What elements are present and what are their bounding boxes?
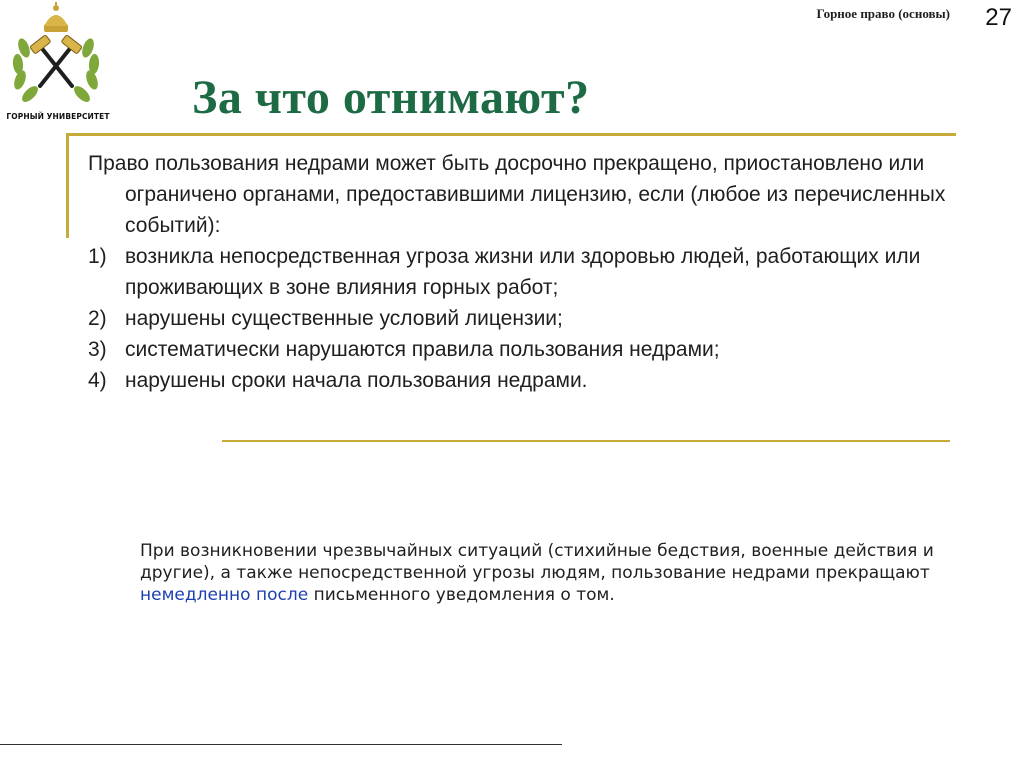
list-item-text: нарушены сроки начала пользования недрами. bbox=[125, 369, 588, 392]
intro-paragraph: Право пользования недрами может быть досрочно прекращено, приостановлено или ограничено органами, предоставившими лицензию, если (любое из перечисленных событий): bbox=[88, 152, 946, 237]
content-block bbox=[88, 148, 968, 396]
crest-icon bbox=[2, 2, 110, 112]
title-divider-top bbox=[66, 133, 956, 136]
emergency-note bbox=[140, 540, 980, 606]
list-item bbox=[88, 334, 968, 365]
list-item-text: возникла непосредственная угроза жизни или здоровью людей, работающих или проживающих в зоне влияния горных работ; bbox=[125, 245, 921, 299]
slide-title: За что отнимают? bbox=[192, 71, 590, 124]
list-item-number: 1) bbox=[88, 245, 107, 268]
note-text-before: При возникновении чрезвычайных ситуаций (стихийные бедствия, военные действия и другие), а также непосредственной угрозы людям, пользование недрами прекращают bbox=[140, 541, 934, 583]
course-title: Горное право (основы) bbox=[816, 6, 950, 21]
list-item-number: 4) bbox=[88, 369, 107, 392]
reasons-list bbox=[88, 241, 968, 396]
university-logo bbox=[2, 2, 110, 126]
list-item-text: систематически нарушаются правила пользования недрами; bbox=[125, 338, 720, 361]
list-item bbox=[88, 241, 968, 303]
list-item-number: 3) bbox=[88, 338, 107, 361]
content-divider-bottom bbox=[222, 440, 950, 442]
logo-caption: ГОРНЫЙ УНИВЕРСИТЕТ bbox=[6, 112, 110, 121]
note-highlight: немедленно после bbox=[140, 585, 309, 605]
note-text-after: письменного уведомления о том. bbox=[308, 585, 615, 605]
list-item bbox=[88, 365, 968, 396]
footer-divider bbox=[0, 744, 562, 745]
list-item-text: нарушены существенные условий лицензии; bbox=[125, 307, 563, 330]
list-item-number: 2) bbox=[88, 307, 107, 330]
title-divider-left bbox=[66, 133, 69, 238]
list-item bbox=[88, 303, 968, 334]
page-number: 27 bbox=[985, 4, 1012, 31]
